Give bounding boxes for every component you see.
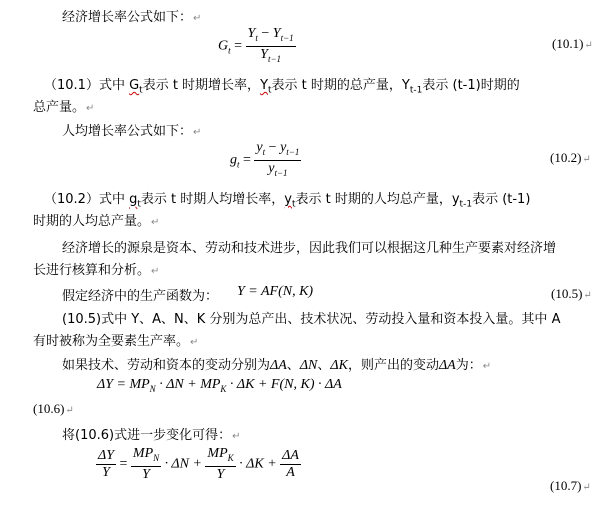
para-variables-explanation-line2: 有时被称为全要素生产率。↵ [33,334,199,349]
equation-label-10-6: (10.6)↵ [33,401,74,416]
fraction: $\frac{MP_N}{Y}$ [132,446,160,482]
para-further-derivation: 将(10.6)式进一步变化可得：↵ [62,428,241,443]
equation-10-5: Y = AF(N, K) [237,284,314,299]
para-growth-sources: 经济增长的源泉是资本、劳动和技术进步，因此我们可以根据这几种生产要素对经济增 [62,241,557,256]
fraction: $\frac{y_t - y_{t-1}}{y_{t-1}}$ [256,140,300,178]
fraction: $\frac{\Delta A}{A}$ [282,447,299,480]
equation-label-10-1: (10.1)↵ [552,36,593,51]
para-per-capita-explanation-line2: 时期的人均总产量。↵ [33,214,160,229]
equation-label-10-2: (10.2)↵ [550,150,591,165]
para-per-capita-explanation: （10.2）式中 $g_t$表示 t 时期人均增长率，$y_t$表示 t 时期的人均总产量，$y_{t-1}$表示 (t-1) [44,192,531,210]
para-growth-rate-explanation: （10.1）式中 $G_t$表示 t 时期增长率，$Y_t$表示 t 时期的总产量，$Y_{t-1}$表示 (t-1)时期的 [44,78,520,96]
equation-label-10-7: (10.7)↵ [550,478,591,493]
equation-label-10-5: (10.5)↵ [551,286,592,301]
para-growth-rate-explanation-line2: 总产量。↵ [33,100,95,115]
equation-10-6: $\Delta Y = MP_N \cdot \Delta N + MP_K \cdot \Delta K + F(N$, K) · ΔA [97,377,342,394]
fraction: $\frac{MP_K}{Y}$ [207,446,234,482]
fraction: $\frac{\Delta Y}{Y}$ [98,447,115,480]
equation-10-2: $g_t$ = $\frac{y_t - y_{t-1}}{y_{t-1}}$ [230,140,301,181]
equation-10-1: $G_t$ = $\frac{Y_t - Y_{t-1}}{Y_{t-1}}$ [218,26,296,67]
para-changes: 如果技术、劳动和资本的变动分别为ΔA、ΔN、ΔK，则产出的变动ΔA为：↵ [62,358,492,373]
equation-10-7: $\frac{\Delta Y}{Y}$ = $\frac{MP_N}{Y}$ · ΔN + $\frac{MP_K}{Y}$ · ΔK + $\frac{\Delta A}{A}$ [98,446,299,482]
para-production-function: 假定经济中的生产函数为： [62,289,219,304]
para-intro-growth-rate: 经济增长率公式如下：↵ [62,10,202,25]
para-variables-explanation: (10.5)式中 Y、A、N、K 分别为总产出、技术状况、劳动投入量和资本投入量。其中 A [62,312,561,327]
para-growth-sources-line2: 长进行核算和分析。↵ [33,263,160,278]
paragraph-mark: ↵ [193,13,202,24]
para-intro-per-capita: 人均增长率公式如下：↵ [62,124,202,139]
fraction: $\frac{Y_t - Y_{t-1}}{Y_{t-1}}$ [247,26,294,64]
